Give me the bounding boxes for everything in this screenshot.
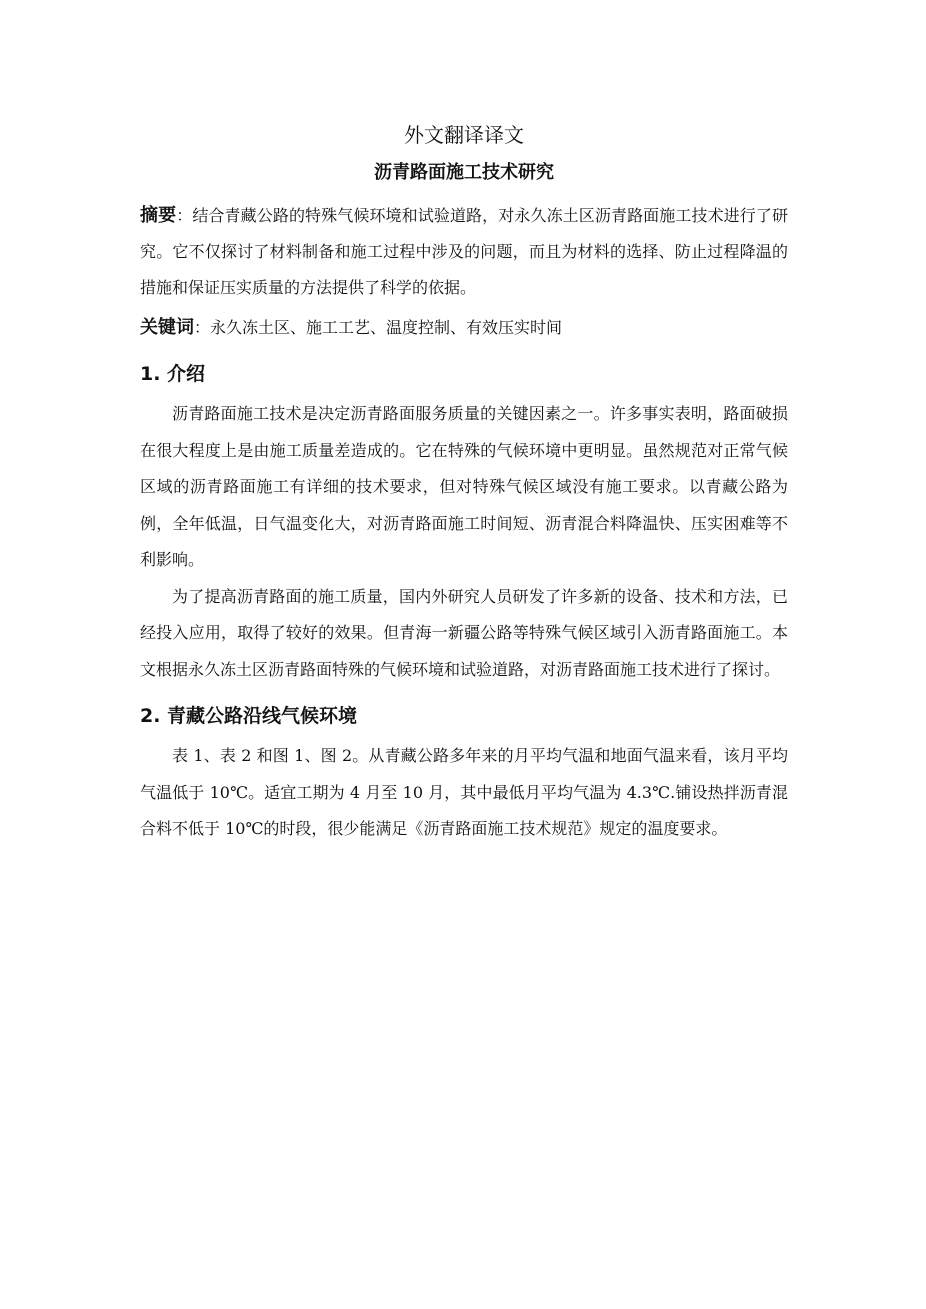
paper-title: 沥青路面施工技术研究 — [374, 162, 554, 183]
paragraph: 为了提高沥青路面的施工质量，国内外研究人员研发了许多新的设备、技术和方法，已经投入应用，取得了较好的效果。但青海一新疆公路等特殊气候区域引入沥青路面施工。本文根据永久冻土区沥青路面特殊的气候环境和试验道路，对沥青路面施工技术进行了探讨。 — [140, 586, 788, 679]
keywords — [140, 310, 788, 346]
abstract-text: 结合青藏公路的特殊气候环境和试验道路，对永久冻土区沥青路面施工技术进行了研究。它不仅探讨了材料制备和施工过程中涉及的问题，而且为材料的选择、防止过程降温的措施和保证压实质量的方法提供了科学的依据。 — [140, 206, 788, 297]
paragraph: 沥青路面施工技术是决定沥青路面服务质量的关键因素之一。许多事实表明，路面破损在很大程度上是由施工质量差造成的。它在特殊的气候环境中更明显。虽然规范对正常气候区域的沥青路面施工有详细的技术要求，但对特殊气候区域没有施工要求。以青藏公路为例，全年低温，日气温变化大，对沥青路面施工时间短、沥青混合料降温快、压实困难等不利影响。 — [140, 404, 788, 569]
keywords-separator: ： — [194, 318, 211, 337]
abstract-separator: ： — [176, 206, 193, 225]
abstract — [140, 198, 788, 306]
paragraph: 表 1、表 2 和图 1、图 2。从青藏公路多年来的月平均气温和地面气温来看，该月平均气温低于 10℃。适宜工期为 4 月至 10 月，其中最低月平均气温为 4.3℃.铺设热拌沥青混合料不低于 10℃的时段，很少能满足《沥青路面施工技术规范》规定的温度要求。 — [140, 746, 788, 838]
abstract-label: 摘要 — [140, 205, 177, 226]
document-page — [140, 118, 788, 848]
section-title-climate: 2. 青藏公路沿线气候环境 — [140, 705, 358, 727]
keywords-text: 永久冻土区、施工工艺、温度控制、有效压实时间 — [210, 318, 563, 337]
keywords-label: 关键词 — [140, 317, 194, 338]
section-title-introduction: 1. 介绍 — [140, 363, 206, 385]
document-heading: 外文翻译译文 — [404, 123, 524, 147]
